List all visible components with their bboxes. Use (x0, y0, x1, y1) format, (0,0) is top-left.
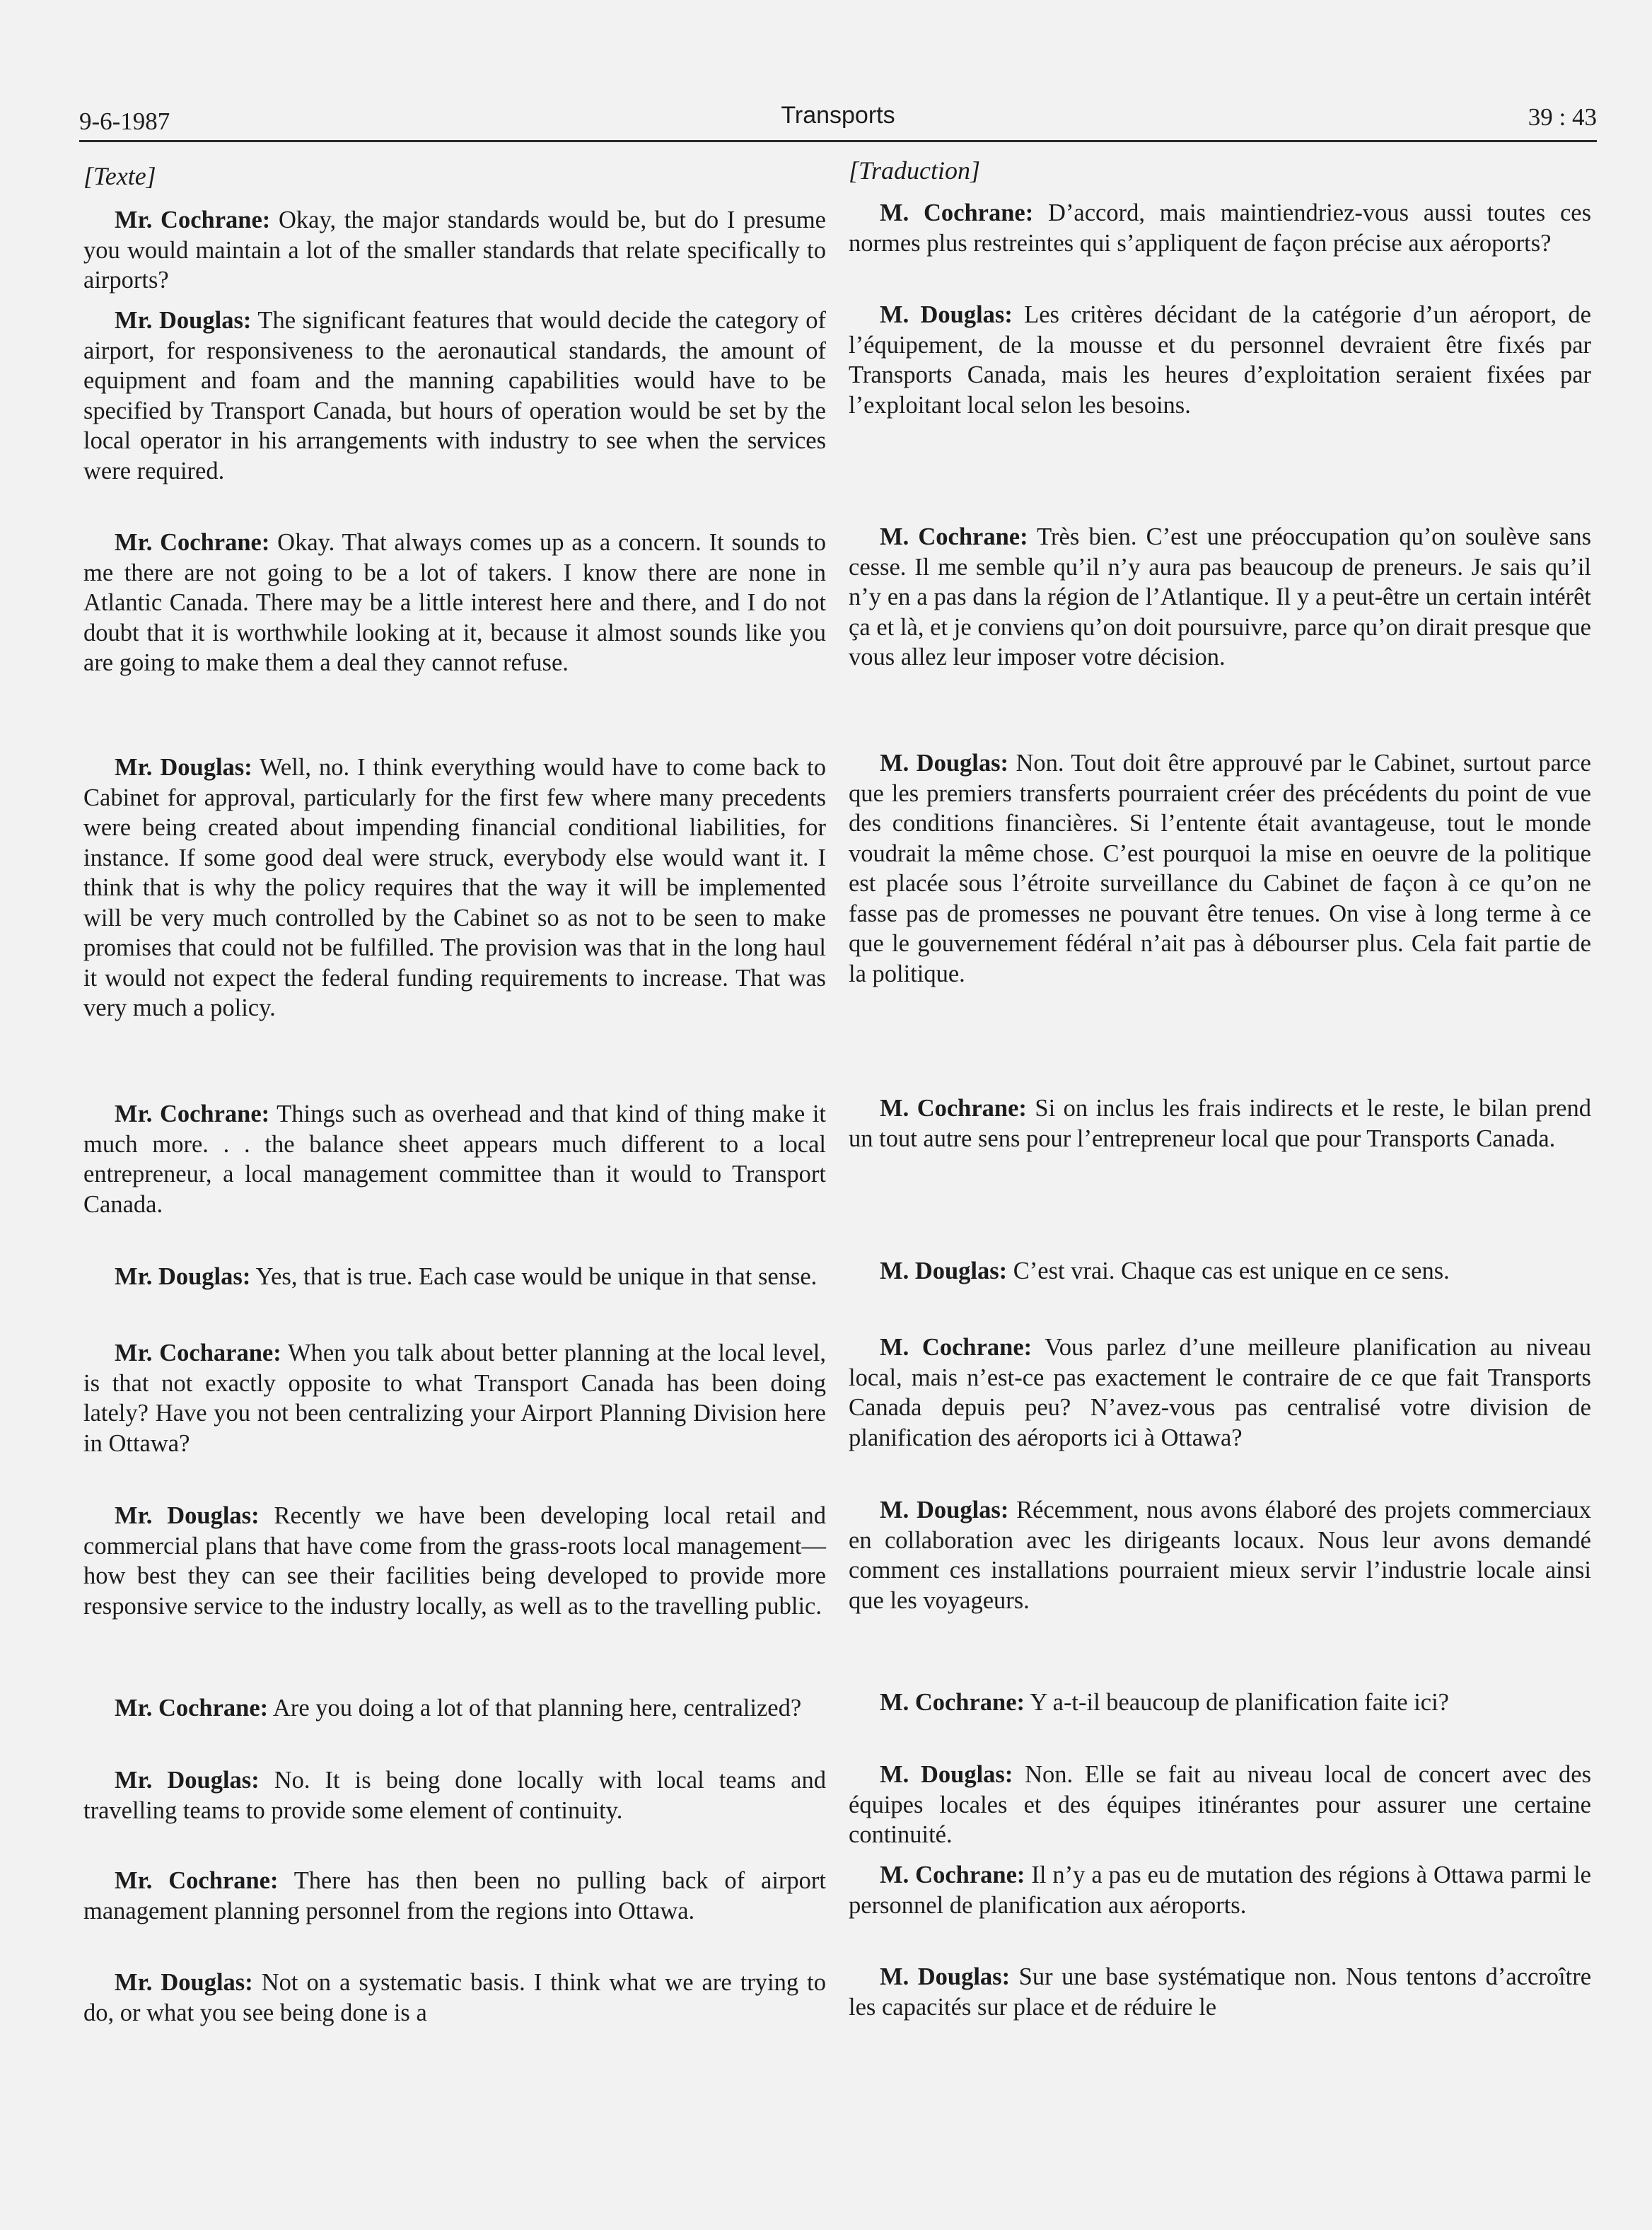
transcript-paragraph (83, 753, 826, 1023)
paragraph-text: C’est vrai. Chaque cas est unique en ce sens. (1007, 1258, 1450, 1284)
transcript-paragraph (849, 1860, 1591, 1920)
speaker-name: Mr. Douglas: (115, 1969, 253, 1996)
speaker-name: Mr. Cochrane: (115, 207, 271, 233)
speaker-name: M. Douglas: (880, 750, 1009, 777)
paragraph-text: There has then been no pulling back of airport management planning personnel from the regions into Ottawa. (83, 1867, 826, 1924)
speaker-name: M. Douglas: (880, 1963, 1011, 1990)
header-page-number: 39 : 43 (1528, 103, 1597, 131)
speaker-name: M. Cochrane: (880, 1334, 1032, 1361)
speaker-name: M. Cochrane: (880, 1095, 1027, 1122)
speaker-name: M. Cochrane: (880, 199, 1034, 226)
transcript-paragraph (849, 300, 1591, 420)
transcript-paragraph (83, 1968, 826, 2028)
speaker-name: Mr. Cochrane: (115, 1867, 279, 1894)
paragraph-text: Y a-t-il beaucoup de planification faite ici? (1025, 1689, 1449, 1716)
paragraph-text: Il n’y a pas eu de mutation des régions à Ottawa parmi le personnel de planification aux aéroports. (849, 1862, 1591, 1919)
paragraph-text: Not on a systematic basis. I think what we are trying to do, or what you see being done is a (83, 1969, 826, 2026)
page-header (79, 102, 1597, 142)
paragraph-text: Si on inclus les frais indirects et le reste, le bilan prend un tout autre sens pour l’entrepreneur local que pour Transports Canada. (849, 1095, 1591, 1152)
transcript-paragraph (83, 1262, 826, 1292)
paragraph-text: Non. Elle se fait au niveau local de concert avec des équipes locales et des équipes itinérantes pour assurer une certaine continuité. (849, 1761, 1591, 1848)
paragraph-text: Sur une base systématique non. Nous tentons d’accroître les capacités sur place et de réduire le (849, 1963, 1592, 2021)
speaker-name: M. Douglas: (880, 1258, 1008, 1284)
paragraph-text: Are you doing a lot of that planning here, centralized? (268, 1695, 802, 1721)
transcript-paragraph (849, 522, 1591, 673)
transcript-paragraph (849, 1332, 1591, 1453)
transcript-paragraph (849, 1760, 1591, 1850)
speaker-name: Mr. Douglas: (115, 754, 252, 781)
transcript-paragraph (83, 528, 826, 678)
paragraph-text: The significant features that would decide the category of airport, for responsiveness to the aeronautical standards, the amount of equipment and foam and the manning capabilities would have to be specified by Transport Canada, but hours of operation would be set by the local operator in his arrangements with industry to see when the services were required. (83, 307, 826, 484)
transcript-paragraph (849, 198, 1591, 258)
paragraph-text: Yes, that is true. Each case would be unique in that sense. (250, 1263, 818, 1290)
transcript-paragraph (83, 1099, 826, 1219)
transcript-paragraph (849, 1962, 1591, 2022)
paragraph-text: Well, no. I think everything would have to come back to Cabinet for approval, particularly for the first few where many precedents were being created about impending financial conditional liabilities, for instance. If some good deal were struck, everybody else would want it. I think that is why the policy requires that the way it will be implemented will be very much controlled by the Cabinet so as not to be seen to make promises that could not be fulfilled. The provision was that in the long haul it would not expect the federal funding requirements to increase. That was very much a policy. (83, 754, 826, 1021)
paragraph-text: Vous parlez d’une meilleure planification au niveau local, mais n’est-ce pas exactement le contraire de ce que fait Transports Canada depuis peu? N’avez-vous pas centralisé votre division de planification des aéroports ici à Ottawa? (849, 1334, 1591, 1451)
speaker-name: M. Douglas: (880, 1761, 1013, 1788)
speaker-name: Mr. Cochrane: (115, 1101, 270, 1127)
speaker-name: Mr. Cocharane: (115, 1340, 281, 1366)
transcript-paragraph (849, 1093, 1591, 1154)
paragraph-text: Très bien. C’est une préoccupation qu’on soulève sans cesse. Il me semble qu’il n’y aura pas beaucoup de preneurs. Je sais qu’il n’y en a pas dans la région de l’Atlantique. Il y a peut-être un certain intérêt ça et là, et je conviens qu’on doit poursuivre, parce qu’on dirait presque que vous allez leur imposer votre décision. (849, 523, 1592, 670)
paragraph-text: Les critères décidant de la catégorie d’un aéroport, de l’équipement, de la mousse et du personnel devraient être fixés par Transports Canada, mais les heures d’exploitation seraient fixées par l’exploitant local selon les besoins. (849, 301, 1591, 419)
speaker-name: Mr. Douglas: (115, 1263, 251, 1290)
transcript-paragraph (849, 1688, 1591, 1718)
speaker-name: Mr. Douglas: (115, 1767, 260, 1794)
column-label-traduction: [Traduction] (849, 156, 981, 185)
transcript-paragraph (83, 1866, 826, 1926)
transcript-paragraph (83, 1501, 826, 1621)
transcript-paragraph (849, 1256, 1591, 1287)
speaker-name: M. Cochrane: (880, 523, 1028, 550)
paragraph-text: Récemment, nous avons élaboré des projets commerciaux en collaboration avec les dirigeants locaux. Nous leur avons demandé comment ces installations pourraient mieux servir l’industrie locale ainsi que les voyageurs. (849, 1497, 1591, 1614)
speaker-name: M. Douglas: (880, 301, 1013, 328)
column-label-text: Texte (93, 162, 146, 190)
paragraph-text: When you talk about better planning at the local level, is that not exactly opposite to what Transport Canada has been doing lately? Have you not been centralizing your Airport Planning Division here in Ottawa? (83, 1340, 826, 1457)
header-title: Transports (781, 102, 895, 129)
speaker-name: Mr. Cochrane: (115, 1695, 269, 1721)
paragraph-text: Okay, the major standards would be, but do I presume you would maintain a lot of the smaller standards that relate specifically to airports? (83, 207, 826, 294)
speaker-name: M. Douglas: (880, 1497, 1009, 1523)
speaker-name: Mr. Douglas: (115, 307, 252, 334)
transcript-paragraph (83, 306, 826, 486)
transcript-paragraph (849, 1495, 1591, 1615)
speaker-name: M. Cochrane: (880, 1689, 1025, 1716)
header-date: 9-6-1987 (79, 108, 170, 135)
paragraph-text: D’accord, mais maintiendriez-vous aussi toutes ces normes plus restreintes qui s’appliquent de façon précise aux aéroports? (849, 199, 1591, 257)
transcript-paragraph (83, 1338, 826, 1458)
column-label-texte: [Texte] (83, 162, 156, 190)
column-label-text: Traduction (859, 156, 971, 185)
paragraph-text: Non. Tout doit être approuvé par le Cabinet, surtout parce que les premiers transferts pourraient créer des précédents du point de vue des conditions financières. Si l’entente était avantageuse, tout le monde voudrait la même chose. C’est pourquoi la mise en oeuvre de la politique est placée sous l’étroite surveillance du Cabinet de façon à ce qu’on ne fasse pas de promesses ne pouvant être tenues. On vise à long terme à ce que le gouvernement fédéral n’ait pas à débourser plus. Cela fait partie de la politique. (849, 750, 1591, 987)
paragraph-text: No. It is being done locally with local teams and travelling teams to provide some element of continuity. (83, 1767, 826, 1824)
paragraph-text: Recently we have been developing local retail and commercial plans that have come from the grass-roots local management—how best they can see their facilities being developed to provide more responsive service to the industry locally, as well as to the travelling public. (83, 1502, 827, 1620)
paragraph-text: Okay. That always comes up as a concern. It sounds to me there are not going to be a lot of takers. I know there are none in Atlantic Canada. There may be a little interest here and there, and I do not doubt that it is worthwhile looking at it, because it almost sounds like you are going to make them a deal they cannot refuse. (83, 529, 826, 676)
paragraph-text: Things such as overhead and that kind of thing make it much more. . . the balance sheet appears much different to a local entrepreneur, a local management committee than it would to Transport Canada. (83, 1101, 826, 1218)
speaker-name: Mr. Cochrane: (115, 529, 270, 556)
transcript-paragraph (849, 748, 1591, 989)
speaker-name: Mr. Douglas: (115, 1502, 260, 1529)
speaker-name: M. Cochrane: (880, 1862, 1025, 1888)
transcript-paragraph (83, 205, 826, 296)
transcript-paragraph (83, 1693, 826, 1724)
transcript-paragraph (83, 1765, 826, 1825)
